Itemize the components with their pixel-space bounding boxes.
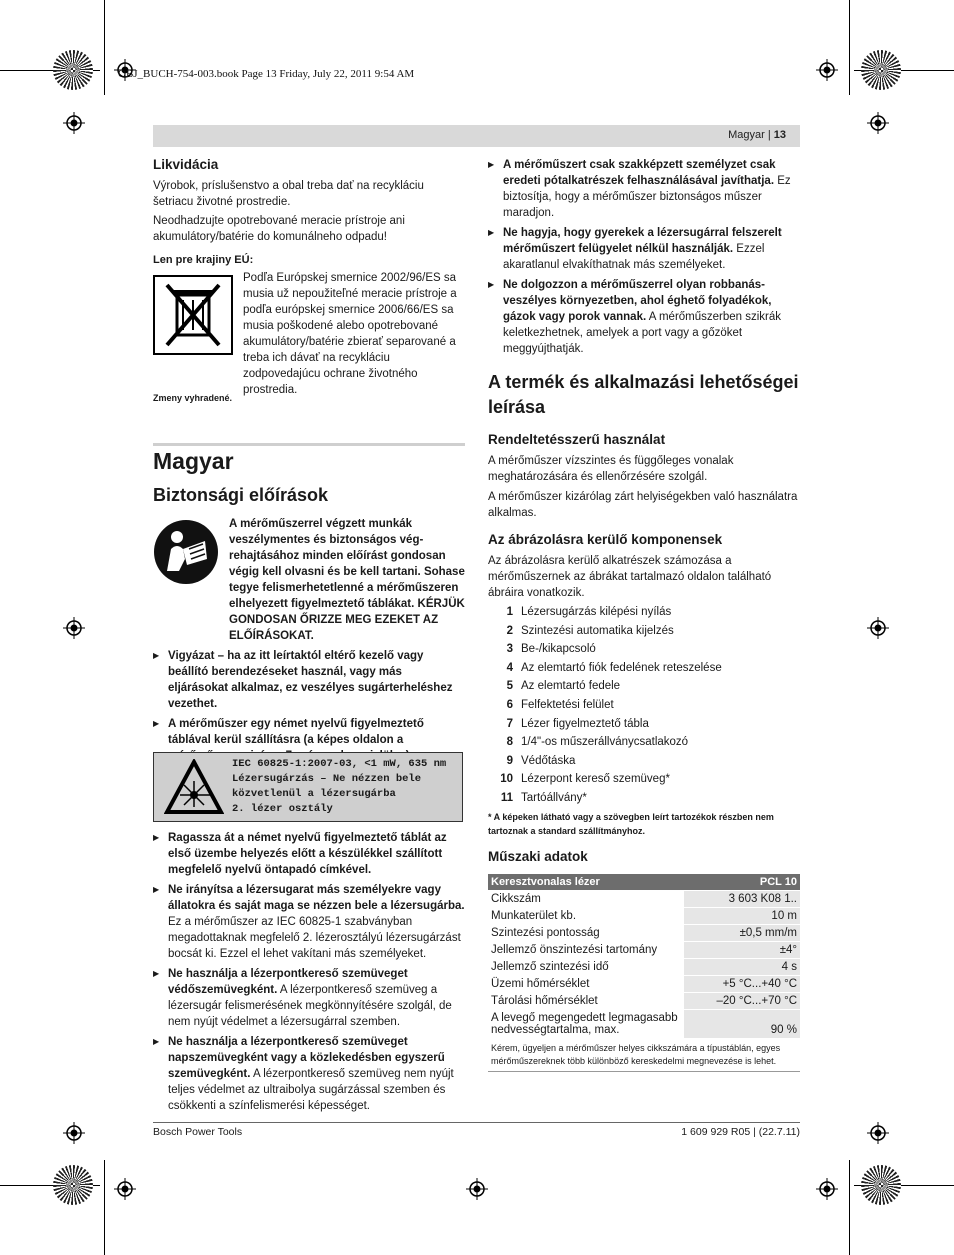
registration-star-icon (861, 50, 901, 90)
bullet-item (153, 966, 465, 1030)
spec-label: Cikkszám (488, 891, 684, 908)
component-label: 1/4"-os műszerállványcsatlakozó (521, 736, 689, 749)
intended-use-p1: A mérőműszer vízszintes és függőleges vonalak meghatározására és ellenőrzésére szolgál. (488, 455, 734, 483)
specs-title: Műszaki adatok (488, 849, 588, 864)
spec-label: A levegő megengedett legmagasabb nedvességtartalma, max. (488, 1010, 684, 1039)
header-section: Magyar | (728, 129, 774, 141)
component-label: Az elemtartó fedele (521, 680, 621, 693)
intended-use-title: Rendeltetésszerű használat (488, 432, 666, 447)
laser-warning-line: IEC 60825-1:2007-03, <1 mW, 635 nm (232, 758, 447, 770)
registration-crosshair-icon (63, 112, 85, 134)
crop-line (849, 0, 850, 95)
spec-value: –20 °C...+70 °C (684, 993, 800, 1010)
safety-title: Biztonsági előírások (153, 485, 329, 505)
spec-value: ±4° (684, 942, 800, 959)
list-item (488, 770, 800, 789)
component-number: 9 (506, 754, 513, 767)
list-item (488, 659, 800, 678)
laser-warning-label (153, 752, 463, 822)
list-item (488, 696, 800, 715)
crop-line (849, 1160, 850, 1255)
laser-hazard-icon (164, 759, 224, 815)
component-label: Az elemtartó fiók fedelének reteszelése (521, 661, 722, 674)
table-row (488, 925, 800, 942)
registration-crosshair-icon (466, 1178, 488, 1200)
table-row (488, 976, 800, 993)
read-manual-icon (153, 519, 219, 585)
bullet-item (488, 157, 800, 221)
spec-label: Jellemző szintezési idő (488, 959, 684, 976)
bullet-bold: Ne használja a lézerpontkereső szemüveget napszemüvegként vagy a közlekedésben egyszerű szemüvegként. (168, 1036, 445, 1080)
changes-note: Zmeny vyhradené. (153, 393, 233, 403)
component-number: 4 (506, 661, 513, 674)
specs-note: Kérem, ügyeljen a mérőműszer helyes cikkszámára a típustáblán, egyes mérőműszereknek több különböző kereskedelmi megnevezése is lehet. (488, 1039, 800, 1071)
list-item (488, 603, 800, 622)
weee-bin-icon (153, 275, 233, 355)
list-item (488, 640, 800, 659)
header-text (728, 129, 800, 141)
table-header-label: Keresztvonalas lézer (488, 874, 684, 891)
laser-warning-text (232, 757, 461, 817)
component-label: Lézer figyelmeztető tábla (521, 717, 649, 730)
bullet-item (153, 1034, 465, 1114)
safety-intro: A mérőműszerrel végzett munkák veszélymentes és biztonságos vég-rehajtásához minden előírást gondosan végig kell olvasni és be kell tartani. Sohase tegye felismerhetetlenné a mérőműszeren elhelyezett figyelmeztető táblákat. KÉRJÜK GONDOSAN ŐRIZZE MEG EZEKET AZ ELŐÍRÁSOKAT. (229, 518, 465, 642)
registration-crosshair-icon (63, 617, 85, 639)
table-row (488, 908, 800, 925)
section-divider (153, 443, 465, 446)
page-header (153, 125, 800, 147)
spec-label: Tárolási hőmérséklet (488, 993, 684, 1010)
bullet-item (153, 648, 465, 712)
likvidacia-title: Likvidácia (153, 157, 219, 172)
registration-crosshair-icon (867, 112, 889, 134)
crop-line (104, 1160, 105, 1255)
component-number: 1 (506, 606, 513, 618)
list-item (488, 789, 800, 808)
bullet-text: Ezzel akaratlanul elvakíthatnak más személyeket. (503, 243, 765, 271)
spec-label: Munkaterület kb. (488, 908, 684, 925)
component-number: 11 (500, 791, 513, 804)
component-number: 6 (506, 698, 513, 711)
table-row (488, 959, 800, 976)
component-number: 5 (506, 680, 513, 693)
spec-label: Jellemző önszintezési tartomány (488, 942, 684, 959)
registration-crosshair-icon (114, 1178, 136, 1200)
table-row (488, 942, 800, 959)
list-item (488, 677, 800, 696)
component-label: Lézerpont kereső szemüveg* (521, 773, 670, 786)
likvidacia-p1: Výrobok, príslušenstvo a obal treba dať na recykláciu šetriacu životné prostredie. (153, 180, 424, 208)
bullet-item (153, 830, 465, 878)
intended-use-p2: A mérőműszer kizárólag zárt helyiségekben való használatra alkalmas. (488, 491, 798, 519)
table-bottom-rule (488, 1071, 800, 1072)
spec-value: +5 °C...+40 °C (684, 976, 800, 993)
registration-crosshair-icon (867, 1122, 889, 1144)
table-header-model: PCL 10 (684, 874, 800, 891)
bullet-text: A lézerpontkereső szemüveg a lézersugár felismerésének megkönnyítésére szolgál, de nem nyújt védelmet a lézersugárral szemben. (168, 984, 452, 1028)
registration-crosshair-icon (867, 617, 889, 639)
page-number: 13 (773, 129, 786, 141)
component-number: 2 (506, 624, 513, 637)
laser-warning-line: közvetlenül a lézersugárba (232, 788, 396, 800)
component-label: Felfektetési felület (521, 698, 614, 711)
registration-crosshair-icon (816, 1178, 838, 1200)
crop-line (104, 0, 105, 95)
specs-table (488, 874, 800, 1071)
components-note: * A képeken látható vagy a szövegben leírt tartozékok részben nem tartoznak a standard szállítmányhoz. (488, 812, 774, 836)
registration-star-icon (861, 1165, 901, 1205)
spec-value: 3 603 K08 1.. (684, 891, 800, 908)
component-label: Tartóállvány* (521, 791, 587, 804)
bullet-text: A lézerpontkereső szemüveg nem nyújt teljes védelmet az ultraibolya sugárzással szemben és csökkenti a színfelismerési képességet. (168, 1068, 454, 1112)
components-title: Az ábrázolásra kerülő komponensek (488, 532, 723, 547)
registration-star-icon (53, 50, 93, 90)
registration-crosshair-icon (63, 1122, 85, 1144)
bullet-text: Ez biztosítja, hogy a mérőműszer biztonságos műszer maradjon. (503, 175, 791, 219)
right-bullets (488, 157, 800, 357)
registration-star-icon (53, 1165, 93, 1205)
spec-value: ±0,5 mm/m (684, 925, 800, 942)
table-header-row (488, 874, 800, 891)
registration-crosshair-icon (816, 59, 838, 81)
spec-value: 10 m (684, 908, 800, 925)
component-number: 7 (506, 717, 513, 730)
component-label: Szintezési automatika kijelzés (521, 624, 674, 637)
footer-rule (153, 1122, 800, 1123)
bullet-item (488, 225, 800, 273)
bullet-bold: A mérőműszer egy német nyelvű figyelmeztető táblával kerül szállításra (a képes oldalon a (168, 718, 424, 746)
eu-text: Podľa Európskej smernice 2002/96/ES sa musia už nepoužiteľné meracie prístroje a podľa európskej smernice 2006/66/ES sa musia poškodené alebo opotrebované akumulátory/batérie zbierať separované a treba ich dávať na recykláciu zodpovedajúcu ochrane životného prostredia. (243, 272, 457, 396)
footer-doc-number: 1 609 929 R05 | (22.7.11) (681, 1126, 800, 1138)
components-intro: Az ábrázolásra kerülő alkatrészek számozása a mérőműszernek az ábrákat tartalmazó oldalon található ábráira vonatkozik. (488, 555, 772, 599)
language-title: Magyar (153, 448, 234, 474)
eu-label: Len pre krajiny EÚ: (153, 254, 254, 266)
specs-table-wrap (488, 874, 800, 1072)
file-info: OBJ_BUCH-754-003.book Page 13 Friday, July 22, 2011 9:54 AM (118, 68, 415, 80)
list-item (488, 752, 800, 771)
bullet-text: Ez a mérőműszer az IEC 60825-1 szabványban megadottaknak megfelelő 2. lézerosztályú lézersugárzást bocsát ki. Ezzel el lehet vakítani más személyeket. (168, 916, 461, 960)
bullet-bold: Ragassza át a német nyelvű figyelmeztető táblát az első üzembe helyezés előtt a készülékkel szállított megfelelő nyelvű öntapadó címkével. (168, 832, 447, 876)
spec-value: 4 s (684, 959, 800, 976)
spec-value: 90 % (684, 1010, 800, 1039)
product-title: A termék és alkalmazási lehetőségei leírása (488, 372, 799, 417)
component-number: 10 (500, 773, 513, 786)
component-number: 8 (506, 736, 513, 749)
bullet-bold: Ne használja a lézerpontkereső szemüveget védőszemüvegként. (168, 968, 408, 996)
likvidacia-p2: Neodhadzujte opotrebované meracie prístroje ani akumulátory/batérie do komunálneho odpadu! (153, 215, 405, 243)
bullet-bold: A mérőműszert csak szakképzett személyzet csak eredeti pótalkatrészek felhasználásával javíthatja. (503, 159, 776, 187)
bullet-bold: Ne irányítsa a lézersugarat más személyekre vagy állatokra és saját maga se nézzen bele a lézersugárba. (168, 884, 465, 912)
component-label: Védőtáska (521, 754, 576, 767)
laser-warning-line: Lézersugárzás – Ne nézzen bele (232, 773, 422, 785)
bullet-bold: Ne hagyja, hogy gyerekek a lézersugárral felszerelt mérőműszert felügyelet nélkül használják. (503, 227, 782, 255)
bullet-bold: Vigyázat – ha az itt leírtaktól eltérő kezelő vagy beállító berendezéseket használ, vagy más eljárásokat alkalmaz, ez veszélyes sugárterheléshez vezethet. (168, 650, 453, 710)
bullet-bold: Ne dolgozzon a mérőműszerrel olyan robbanás-veszélyes környezetben, ahol éghető folyadékok, gázok vagy porok vannak. (503, 279, 772, 323)
list-item (488, 715, 800, 734)
footer-brand: Bosch Power Tools (153, 1126, 243, 1138)
spec-label: Szintezési pontosság (488, 925, 684, 942)
list-item (488, 622, 800, 641)
table-note-row (488, 1039, 800, 1071)
safety-bullets-bottom (153, 830, 465, 1114)
bullet-item (153, 882, 465, 962)
table-row (488, 993, 800, 1010)
safety-bullets-top (153, 648, 465, 764)
component-label: Lézersugárzás kilépési nyílás (521, 606, 672, 618)
list-item (488, 733, 800, 752)
component-label: Be-/kikapcsoló (521, 643, 596, 656)
table-row (488, 1010, 800, 1039)
bullet-text: A mérőműszerben szikrák keletkezhetnek, amelyek a port vagy a gőzöket meggyújthatják. (503, 311, 782, 355)
component-number: 3 (506, 643, 513, 656)
table-row (488, 891, 800, 908)
bullet-item (488, 277, 800, 357)
components-list (488, 603, 800, 808)
spec-label: Üzemi hőmérséklet (488, 976, 684, 993)
laser-warning-line: 2. lézer osztály (232, 803, 333, 815)
